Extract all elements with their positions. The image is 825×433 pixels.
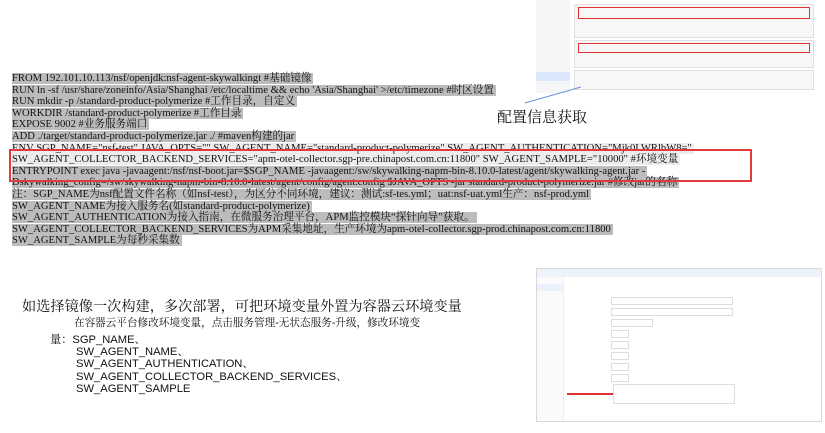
instruction-line: 在容器云平台修改环境变量，点击服务管理-无状态服务-升级，修改环境变 <box>74 317 421 329</box>
sidebar-item <box>536 18 570 27</box>
panel-sidebar-item <box>537 277 563 284</box>
env-var-first: 量：SGP_NAME、 <box>50 334 146 346</box>
form-row <box>567 361 815 372</box>
panel-form <box>567 295 815 405</box>
form-row <box>567 339 815 350</box>
env-highlight-box <box>9 149 752 182</box>
thumbnail-code-box <box>574 40 814 68</box>
form-row <box>567 372 815 383</box>
headline: 如选择镜像一次构建，多次部署，可把环境变量外置为容器云环境变量 <box>22 299 462 315</box>
code-line: RUN mkdir -p /standard-product-polymerize #工作目录，自定义 <box>12 96 296 108</box>
code-line: Dskywalking_config=/sw/skywalking-napm-bin-8.10.0-latest/agent/config/agent.config $JAVA_OPTS -jar standard-product-polymerize.jar #修改jar的名称 <box>12 177 678 189</box>
code-line: ENTRYPOINT exec java -javaagent:/nsf/nsf-boot.jar=$SGP_NAME -javaagent:/sw/skywalking-napm-bin-8.10.0-latest/agent/skywalking-agent.jar - <box>12 165 646 177</box>
config-title: 配置信息获取 <box>497 109 588 126</box>
code-line: ADD ./target/standard-product-polymerize.jar ./ #maven构建的jar <box>12 130 295 142</box>
sidebar-item <box>536 36 570 45</box>
form-row <box>567 306 815 317</box>
code-line: SW_AGENT_SAMPLE为每秒采集数 <box>12 235 180 247</box>
code-line: RUN ln -sf /usr/share/zoneinfo/Asia/Shanghai /etc/localtime && echo 'Asia/Shanghai' >/etc/timezone #时区设置 <box>12 84 494 96</box>
panel-header <box>537 269 821 277</box>
code-line: EXPOSE 9002 #业务服务端口 <box>12 119 148 131</box>
code-line-env: SW_AGENT_COLLECTOR_BACKEND_SERVICES="apm-otel-collector.sgp-pre.chinapost.com.cn:11800" SW_AGENT_SAMPLE="10000" #环境变量 <box>12 154 679 166</box>
code-line: FROM 192.101.10.113/nsf/openjdk:nsf-agent-skywalkingt #基础镜像 <box>12 73 312 84</box>
env-var-row <box>567 383 815 405</box>
panel-sidebar-item-active <box>537 284 563 291</box>
code-line: SW_AGENT_NAME为接入服务名(如standard-product-polymerize) <box>12 200 310 212</box>
panel-sidebar-item <box>537 291 563 298</box>
form-row <box>567 295 815 306</box>
code-line: SW_AGENT_AUTHENTICATION为接入指南，在微服务治理平台，APM监控模块“探针向导”获取。 <box>12 212 475 224</box>
env-var-item: SW_AGENT_SAMPLE <box>76 382 191 395</box>
sidebar-item <box>536 45 570 54</box>
container-cloud-thumbnail <box>536 268 822 422</box>
form-row <box>567 328 815 339</box>
sidebar-item <box>536 27 570 36</box>
code-line: SW_AGENT_COLLECTOR_BACKEND_SERVICES为APM采集地址，生产环境为apm-otel-collector.sgp-prod.chinapost.com.cn:11800 <box>12 223 611 235</box>
env-var-list <box>50 334 347 395</box>
env-var-item: SW_AGENT_COLLECTOR_BACKEND_SERVICES、 <box>76 370 348 383</box>
sidebar-item <box>536 0 570 9</box>
sidebar-item <box>536 9 570 18</box>
env-var-item: SW_AGENT_AUTHENTICATION、 <box>76 358 254 371</box>
sidebar-item <box>536 54 570 63</box>
code-line-env: ENV SGP_NAME="nsf-test" JAVA_OPTS="" SW_AGENT_NAME="standard-product-polymerize" SW_AGENT_AUTHENTICATION="Mjk0LWRlbW8=" <box>12 142 692 154</box>
panel-sidebar <box>537 277 564 421</box>
code-line: 注：SGP_NAME为nsf配置文件名称（如nsf-test），为区分不同环境，建议：测试:sf-tes.yml；uat:nsf-uat.yml生产：nsf-prod.yml <box>12 188 590 200</box>
instruction-text <box>74 317 420 330</box>
thumbnail-code-box <box>574 4 814 38</box>
form-row <box>567 317 815 328</box>
code-line: WORKDIR /standard-product-polymerize #工作目录 <box>12 107 242 119</box>
form-row <box>567 350 815 361</box>
env-var-item: SW_AGENT_NAME、 <box>76 346 189 359</box>
sidebar-item <box>536 63 570 72</box>
panel-sidebar-item <box>537 298 563 305</box>
